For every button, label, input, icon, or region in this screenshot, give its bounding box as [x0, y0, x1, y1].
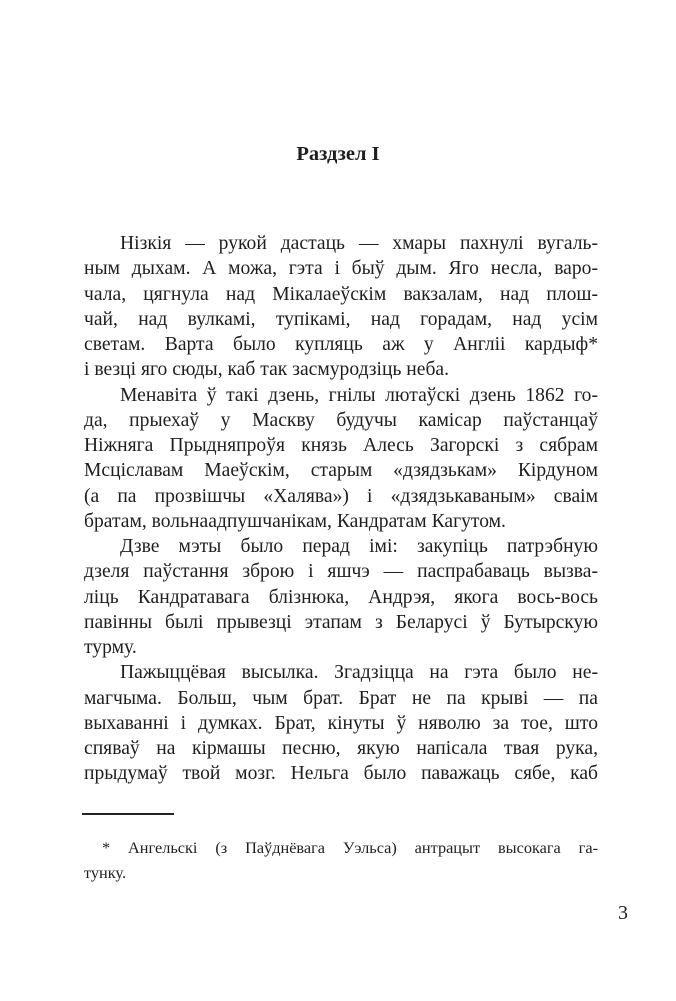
body-text	[84, 231, 598, 787]
text-line: і везці яго сюды, каб так засмуродзіць неба.	[84, 359, 450, 381]
text-line: Мсціславам Маеўскім, старым «дзядзькам» Кірдуном	[84, 460, 598, 482]
text-line: Нізкія — рукой дастаць — хмары пахнулі вугаль-	[120, 233, 598, 254]
text-line: Пажыццёвая высылка. Згадзіцца на гэта было не-	[120, 662, 598, 684]
page-number: 3	[618, 902, 628, 924]
text-line: спяваў на кірмашы песню, якую напісала твая рука,	[84, 738, 598, 759]
text-line: Ніжняга Прыдняпроўя князь Алесь Загорскі з сябрам	[84, 435, 598, 456]
chapter-title: Раздзел I	[296, 143, 380, 165]
text-line: Менавіта ў такі дзень, гнілы лютаўскі дзень 1862 го-	[120, 384, 598, 406]
text-line: ным дыхам. А можа, гэта і быў дым. Яго несла, варо-	[84, 258, 598, 280]
text-line: магчыма. Больш, чым брат. Брат не па крыві — па	[84, 687, 598, 709]
footnote-line: тунку.	[84, 863, 127, 883]
text-line: да, прыехаў у Маскву будучы камісар паўстанцаў	[84, 409, 598, 431]
text-line: (а па прозвішчы «Халява») і «дзядзькаваным» сваім	[84, 485, 598, 507]
text-line: турму.	[84, 637, 137, 658]
text-line: дзеля паўстання зброю і яшчэ — паспрабаваць вызва-	[84, 561, 598, 583]
text-line: ліць Кандратавага блізнюка, Андрэя, якога вось-вось	[84, 586, 598, 608]
text-line: чала, цягнула над Мікалаеўскім вакзалам, над плош-	[84, 283, 598, 305]
text-line: выхаванні і думках. Брат, кінуты ў няволю за тое, што	[84, 712, 598, 734]
text-line: Дзве мэты было перад імі: закупіць патрэбную	[120, 536, 598, 557]
text-line: павінны былі прывезці этапам з Беларусі ў Бутырскую	[84, 611, 598, 633]
text-line: братам, вольнаадпушчанікам, Кандратам Кагутом.	[84, 510, 506, 532]
footnote-line: * Ангельскі (з Паўднёвага Уэльса) антрацыт высокага га-	[102, 838, 598, 857]
footnote	[84, 834, 598, 885]
text-line: прыдумаў твой мозг. Нельга было паважаць сябе, каб	[84, 763, 598, 785]
text-line: светам. Варта было купляць аж у Англіі кардыф*	[84, 334, 598, 355]
footnote-divider	[82, 813, 174, 815]
text-line: чай, над вулкамі, тупікамі, над горадам, над усім	[84, 308, 598, 330]
